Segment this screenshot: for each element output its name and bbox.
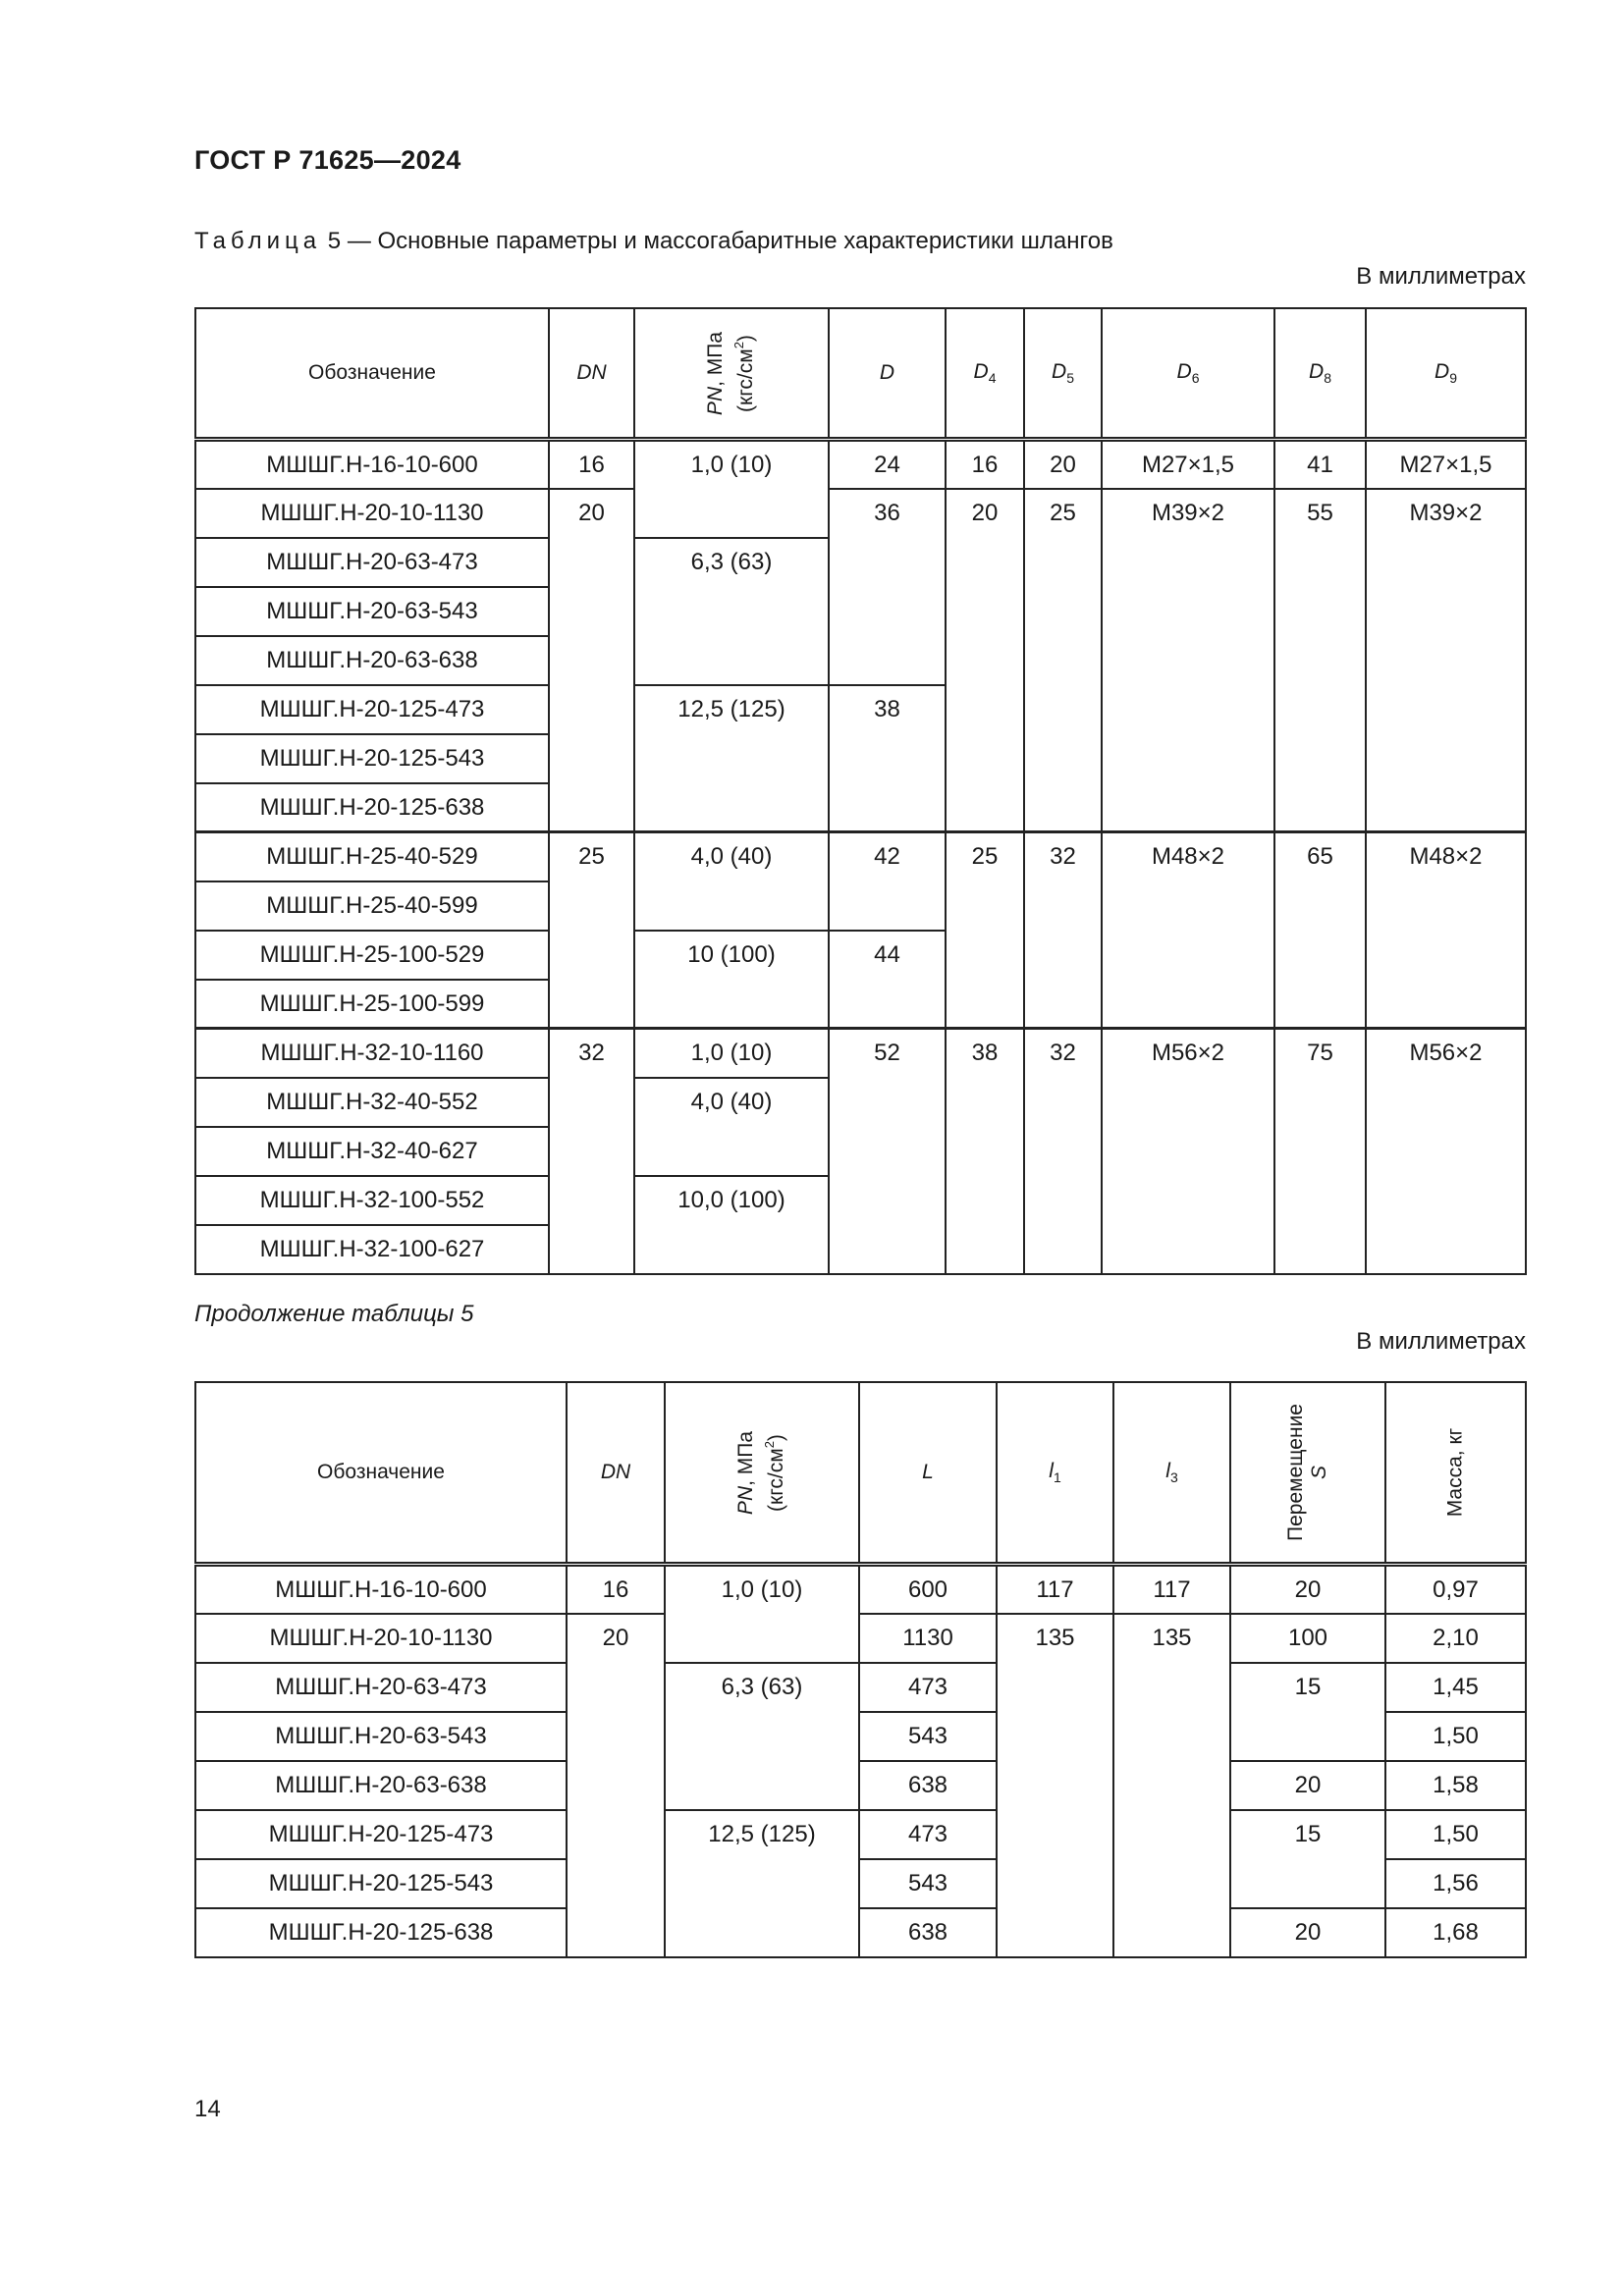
caption-number: 5 <box>327 228 342 254</box>
s-cell: 15 <box>1230 1663 1385 1761</box>
d-cell: 36 <box>829 489 946 685</box>
col-d9: $D_9$ <box>1366 308 1526 440</box>
mass-cell: 1,50 <box>1385 1712 1526 1761</box>
d4-cell: 25 <box>946 832 1024 1029</box>
designation-cell: МШШГ.Н-20-125-543 <box>195 1859 567 1908</box>
pn-cell: 4,0 (40) <box>634 1078 829 1176</box>
designation-cell: МШШГ.Н-20-10-1130 <box>195 489 549 538</box>
designation-cell: МШШГ.Н-20-125-638 <box>195 1908 567 1957</box>
d4-cell: 16 <box>946 440 1024 489</box>
d9-cell: М48×2 <box>1366 832 1526 1029</box>
caption-text: — Основные параметры и массогабаритные характеристики шлангов <box>347 228 1113 254</box>
d8-cell: 41 <box>1274 440 1366 489</box>
d-cell: 24 <box>829 440 946 489</box>
l1-cell: 117 <box>997 1565 1113 1614</box>
table-caption <box>194 228 1113 255</box>
col-d: D <box>829 308 946 440</box>
designation-cell: МШШГ.Н-32-40-552 <box>195 1078 549 1127</box>
designation-cell: МШШГ.Н-20-125-543 <box>195 734 549 783</box>
l-cell: 638 <box>859 1761 997 1810</box>
s-cell: 20 <box>1230 1565 1385 1614</box>
d6-cell: М48×2 <box>1102 832 1274 1029</box>
l3-cell: 135 <box>1113 1614 1230 1957</box>
d9-cell: М39×2 <box>1366 489 1526 832</box>
mass-cell: 1,45 <box>1385 1663 1526 1712</box>
l-cell: 543 <box>859 1712 997 1761</box>
d6-cell: М27×1,5 <box>1102 440 1274 489</box>
mass-cell: 0,97 <box>1385 1565 1526 1614</box>
designation-cell: МШШГ.Н-20-125-473 <box>195 685 549 734</box>
d5-cell: 25 <box>1024 489 1102 832</box>
dn-cell: 20 <box>567 1614 665 1957</box>
designation-cell: МШШГ.Н-20-63-638 <box>195 636 549 685</box>
l-cell: 473 <box>859 1663 997 1712</box>
dn-cell: 25 <box>549 832 634 1029</box>
header-row <box>195 308 1526 440</box>
s-cell: 100 <box>1230 1614 1385 1663</box>
col-d6: $D_6$ <box>1102 308 1274 440</box>
table-row <box>195 1663 1526 1712</box>
page-number: 14 <box>194 2096 221 2122</box>
d4-cell: 38 <box>946 1029 1024 1274</box>
pn-cell: 6,3 (63) <box>665 1663 859 1810</box>
col-dn: DN <box>567 1382 665 1565</box>
d-cell: 42 <box>829 832 946 931</box>
d-cell: 44 <box>829 931 946 1029</box>
pn-cell: 12,5 (125) <box>665 1810 859 1957</box>
mass-cell: 1,56 <box>1385 1859 1526 1908</box>
designation-cell: МШШГ.Н-25-40-529 <box>195 832 549 881</box>
table-row <box>195 1810 1526 1859</box>
pn-cell: 1,0 (10) <box>634 440 829 538</box>
designation-cell: МШШГ.Н-25-100-529 <box>195 931 549 980</box>
col-mass: Масса, кг <box>1385 1382 1526 1565</box>
pn-cell: 10 (100) <box>634 931 829 1029</box>
table-row <box>195 832 1526 881</box>
s-cell: 15 <box>1230 1810 1385 1908</box>
designation-cell: МШШГ.Н-32-40-627 <box>195 1127 549 1176</box>
l3-cell: 117 <box>1113 1565 1230 1614</box>
col-designation: Обозначение <box>195 308 549 440</box>
designation-cell: МШШГ.Н-20-63-473 <box>195 1663 567 1712</box>
table-row <box>195 1029 1526 1078</box>
designation-cell: МШШГ.Н-20-63-543 <box>195 587 549 636</box>
header-row <box>195 1382 1526 1565</box>
col-pn: PN, МПа $(кгс/см^2)$ <box>634 308 829 440</box>
dn-cell: 20 <box>549 489 634 832</box>
designation-cell: МШШГ.Н-32-100-552 <box>195 1176 549 1225</box>
pn-cell: 12,5 (125) <box>634 685 829 832</box>
l-cell: 543 <box>859 1859 997 1908</box>
d8-cell: 65 <box>1274 832 1366 1029</box>
d5-cell: 20 <box>1024 440 1102 489</box>
d8-cell: 75 <box>1274 1029 1366 1274</box>
table-row <box>195 1908 1526 1957</box>
main-parameters-table <box>194 307 1527 1275</box>
l-cell: 473 <box>859 1810 997 1859</box>
mass-cell: 1,58 <box>1385 1761 1526 1810</box>
pn-cell: 6,3 (63) <box>634 538 829 685</box>
l-cell: 638 <box>859 1908 997 1957</box>
d9-cell: М27×1,5 <box>1366 440 1526 489</box>
mass-cell: 1,50 <box>1385 1810 1526 1859</box>
table-row <box>195 1614 1526 1663</box>
pn-cell: 1,0 (10) <box>634 1029 829 1078</box>
table-row <box>195 1565 1526 1614</box>
designation-cell: МШШГ.Н-25-40-599 <box>195 881 549 931</box>
designation-cell: МШШГ.Н-20-125-638 <box>195 783 549 832</box>
designation-cell: МШШГ.Н-16-10-600 <box>195 1565 567 1614</box>
d9-cell: М56×2 <box>1366 1029 1526 1274</box>
d6-cell: М39×2 <box>1102 489 1274 832</box>
table-row <box>195 489 1526 538</box>
pn-cell: 1,0 (10) <box>665 1565 859 1663</box>
designation-cell: МШШГ.Н-32-10-1160 <box>195 1029 549 1078</box>
mass-cell: 1,68 <box>1385 1908 1526 1957</box>
mass-cell: 2,10 <box>1385 1614 1526 1663</box>
caption-prefix: Таблица <box>194 228 322 254</box>
l1-cell: 135 <box>997 1614 1113 1957</box>
designation-cell: МШШГ.Н-20-63-543 <box>195 1712 567 1761</box>
col-pn: PN, МПа $(кгс/см^2)$ <box>665 1382 859 1565</box>
table-row <box>195 440 1526 489</box>
col-d8: $D_8$ <box>1274 308 1366 440</box>
designation-cell: МШШГ.Н-25-100-599 <box>195 980 549 1029</box>
col-l1: $l_1$ <box>997 1382 1113 1565</box>
col-d5: $D_5$ <box>1024 308 1102 440</box>
designation-cell: МШШГ.Н-20-63-638 <box>195 1761 567 1810</box>
dn-cell: 32 <box>549 1029 634 1274</box>
s-cell: 20 <box>1230 1908 1385 1957</box>
col-l: L <box>859 1382 997 1565</box>
designation-cell: МШШГ.Н-20-10-1130 <box>195 1614 567 1663</box>
document-code: ГОСТ Р 71625—2024 <box>194 145 461 175</box>
designation-cell: МШШГ.Н-20-63-473 <box>195 538 549 587</box>
units-note: В миллиметрах <box>1356 263 1526 290</box>
s-cell: 20 <box>1230 1761 1385 1810</box>
col-d4: $D_4$ <box>946 308 1024 440</box>
pn-cell: 4,0 (40) <box>634 832 829 931</box>
continuation-table <box>194 1381 1527 1958</box>
d5-cell: 32 <box>1024 1029 1102 1274</box>
col-dn: DN <box>549 308 634 440</box>
col-displacement: Перемещение S <box>1230 1382 1385 1565</box>
l-cell: 1130 <box>859 1614 997 1663</box>
d5-cell: 32 <box>1024 832 1102 1029</box>
designation-cell: МШШГ.Н-20-125-473 <box>195 1810 567 1859</box>
col-designation: Обозначение <box>195 1382 567 1565</box>
d8-cell: 55 <box>1274 489 1366 832</box>
col-l3: $l_3$ <box>1113 1382 1230 1565</box>
d4-cell: 20 <box>946 489 1024 832</box>
pn-cell: 10,0 (100) <box>634 1176 829 1274</box>
table-row <box>195 1761 1526 1810</box>
designation-cell: МШШГ.Н-16-10-600 <box>195 440 549 489</box>
continuation-caption: Продолжение таблицы 5 <box>194 1301 474 1327</box>
dn-cell: 16 <box>549 440 634 489</box>
designation-cell: МШШГ.Н-32-100-627 <box>195 1225 549 1274</box>
units-note-continued: В миллиметрах <box>1356 1328 1526 1355</box>
d-cell: 38 <box>829 685 946 832</box>
dn-cell: 16 <box>567 1565 665 1614</box>
d6-cell: М56×2 <box>1102 1029 1274 1274</box>
d-cell: 52 <box>829 1029 946 1274</box>
l-cell: 600 <box>859 1565 997 1614</box>
